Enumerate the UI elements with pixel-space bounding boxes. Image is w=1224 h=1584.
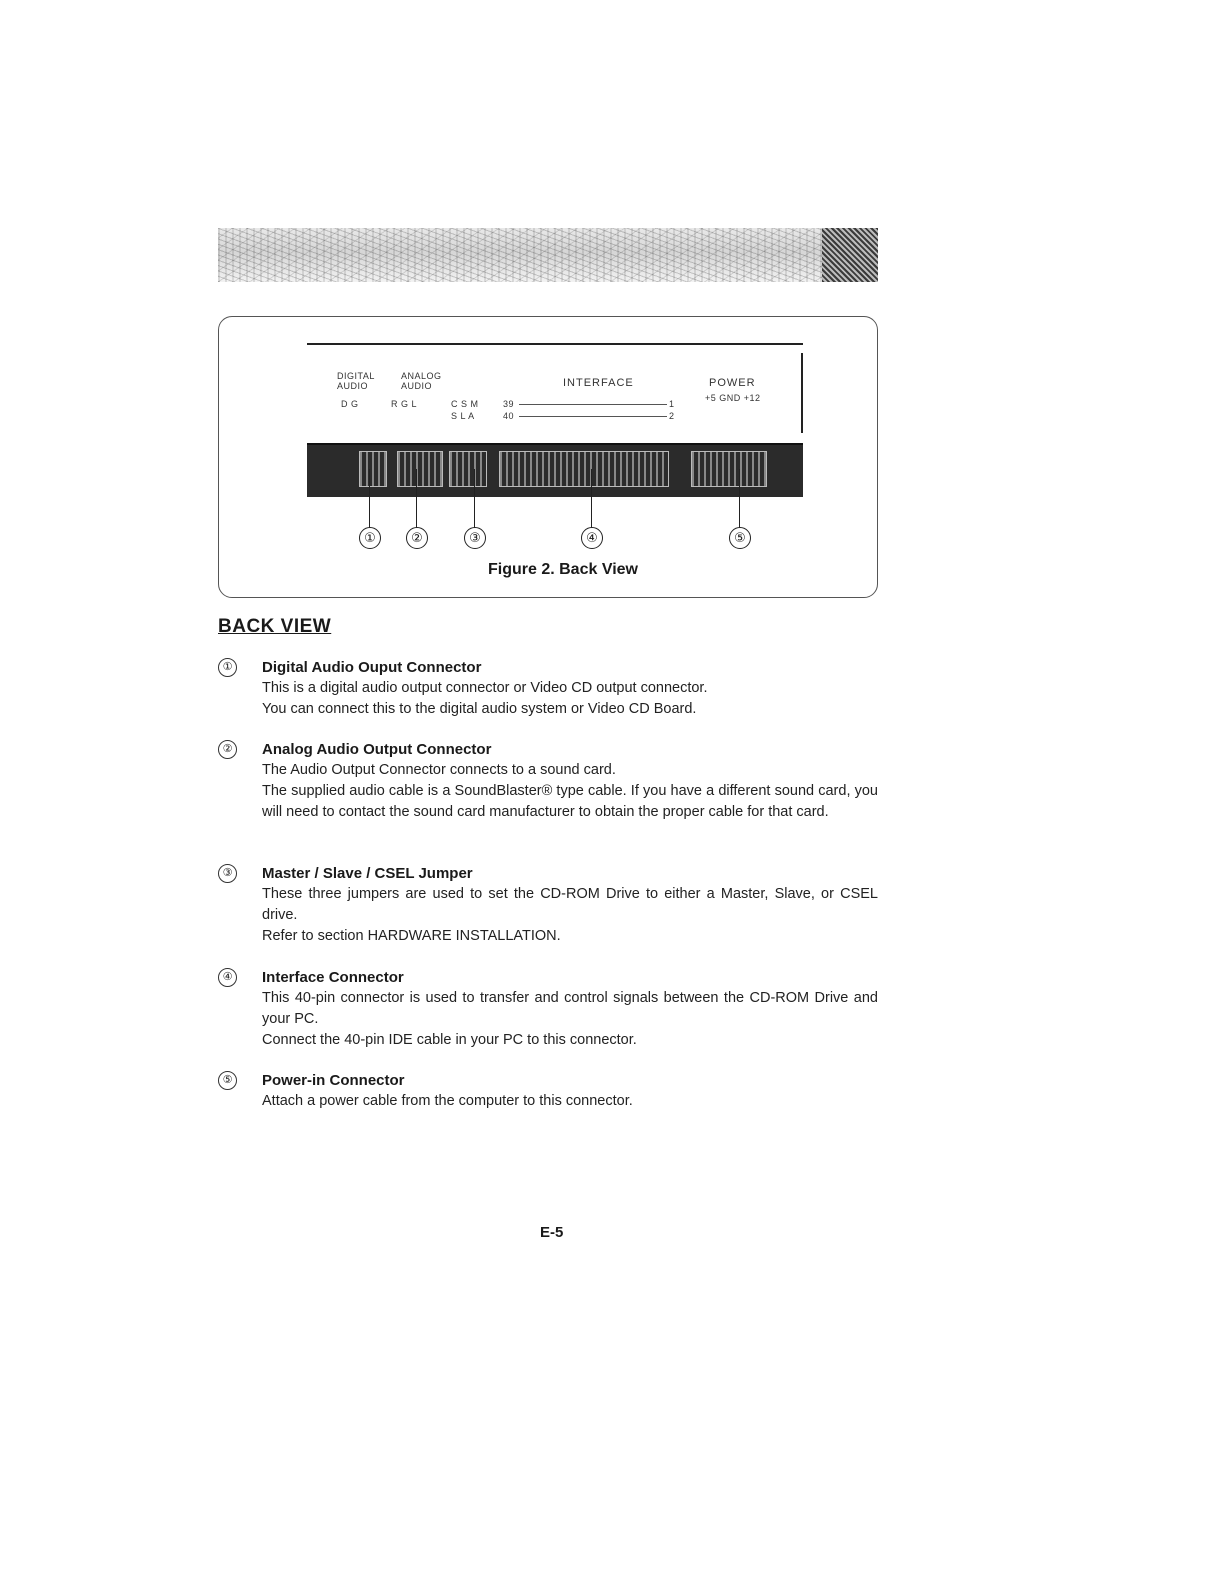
item-digital-audio (218, 658, 878, 720)
section-title: BACK VIEW (218, 616, 332, 637)
back-panel-diagram (307, 343, 803, 479)
callout-line-1 (369, 469, 370, 531)
item-heading: Power-in Connector (262, 1072, 405, 1089)
drive-rear-body (307, 443, 803, 497)
label-rgl: R G L (391, 399, 418, 409)
item-jumper (218, 864, 878, 947)
label-pin-2: 2 (669, 411, 675, 421)
interface-pin-rule-top (519, 404, 667, 405)
callout-3: ③ (464, 527, 486, 549)
label-pin-39: 39 (503, 399, 515, 409)
header-band-dark-block (822, 228, 878, 282)
item-interface (218, 968, 878, 1051)
item-line: These three jumpers are used to set the CD-ROM Drive to either a Master, Slave, or CSEL drive. (262, 886, 878, 923)
label-digital-audio: DIGITAL AUDIO (337, 371, 375, 391)
callout-line-5 (739, 469, 740, 531)
item-heading: Master / Slave / CSEL Jumper (262, 865, 473, 882)
scanned-header-band (218, 228, 878, 282)
item-number: ③ (218, 864, 237, 883)
item-number: ① (218, 658, 237, 677)
figure-caption: Figure 2. Back View (488, 561, 638, 578)
item-heading: Interface Connector (262, 969, 404, 986)
item-heading: Analog Audio Output Connector (262, 741, 492, 758)
item-line: The supplied audio cable is a SoundBlaster® type cable. If you have a different sound card, you will need to contact the sound card manufacturer to obtain the proper cable for that card. (262, 783, 878, 820)
item-line: This is a digital audio output connector or Video CD output connector. (262, 680, 708, 696)
label-pin-40: 40 (503, 411, 515, 421)
panel-right-rule (801, 353, 803, 433)
item-line: This 40-pin connector is used to transfer and control signals between the CD-ROM Drive and your PC. (262, 990, 878, 1027)
callout-2: ② (406, 527, 428, 549)
item-number: ② (218, 740, 237, 759)
figure-frame (218, 316, 878, 598)
callout-4: ④ (581, 527, 603, 549)
analog-audio-connector (397, 451, 443, 487)
power-connector (691, 451, 767, 487)
label-sla: S L A (451, 411, 475, 421)
item-line: The Audio Output Connector connects to a sound card. (262, 762, 616, 778)
item-line: Refer to section HARDWARE INSTALLATION. (262, 928, 561, 944)
interface-pin-rule-bottom (519, 416, 667, 417)
label-dg: D G (341, 399, 359, 409)
item-power (218, 1071, 878, 1112)
item-analog-audio (218, 740, 878, 823)
item-heading: Digital Audio Ouput Connector (262, 659, 482, 676)
digital-audio-connector (359, 451, 387, 487)
callout-5: ⑤ (729, 527, 751, 549)
label-power: POWER (709, 377, 756, 389)
interface-connector (499, 451, 669, 487)
item-line: You can connect this to the digital audio system or Video CD Board. (262, 701, 697, 717)
label-power-pins: +5 GND +12 (705, 393, 761, 403)
callout-line-4 (591, 469, 592, 531)
callout-1: ① (359, 527, 381, 549)
jumper-block (449, 451, 487, 487)
panel-top-rule (307, 343, 803, 345)
label-interface: INTERFACE (563, 377, 634, 389)
callout-line-3 (474, 469, 475, 531)
item-line: Attach a power cable from the computer to this connector. (262, 1093, 633, 1109)
item-number: ⑤ (218, 1071, 237, 1090)
label-pin-1: 1 (669, 399, 675, 409)
item-number: ④ (218, 968, 237, 987)
label-analog-audio: ANALOG AUDIO (401, 371, 442, 391)
label-csm: C S M (451, 399, 479, 409)
item-line: Connect the 40-pin IDE cable in your PC to this connector. (262, 1032, 637, 1048)
callout-line-2 (416, 469, 417, 531)
page-number: E-5 (540, 1224, 564, 1241)
